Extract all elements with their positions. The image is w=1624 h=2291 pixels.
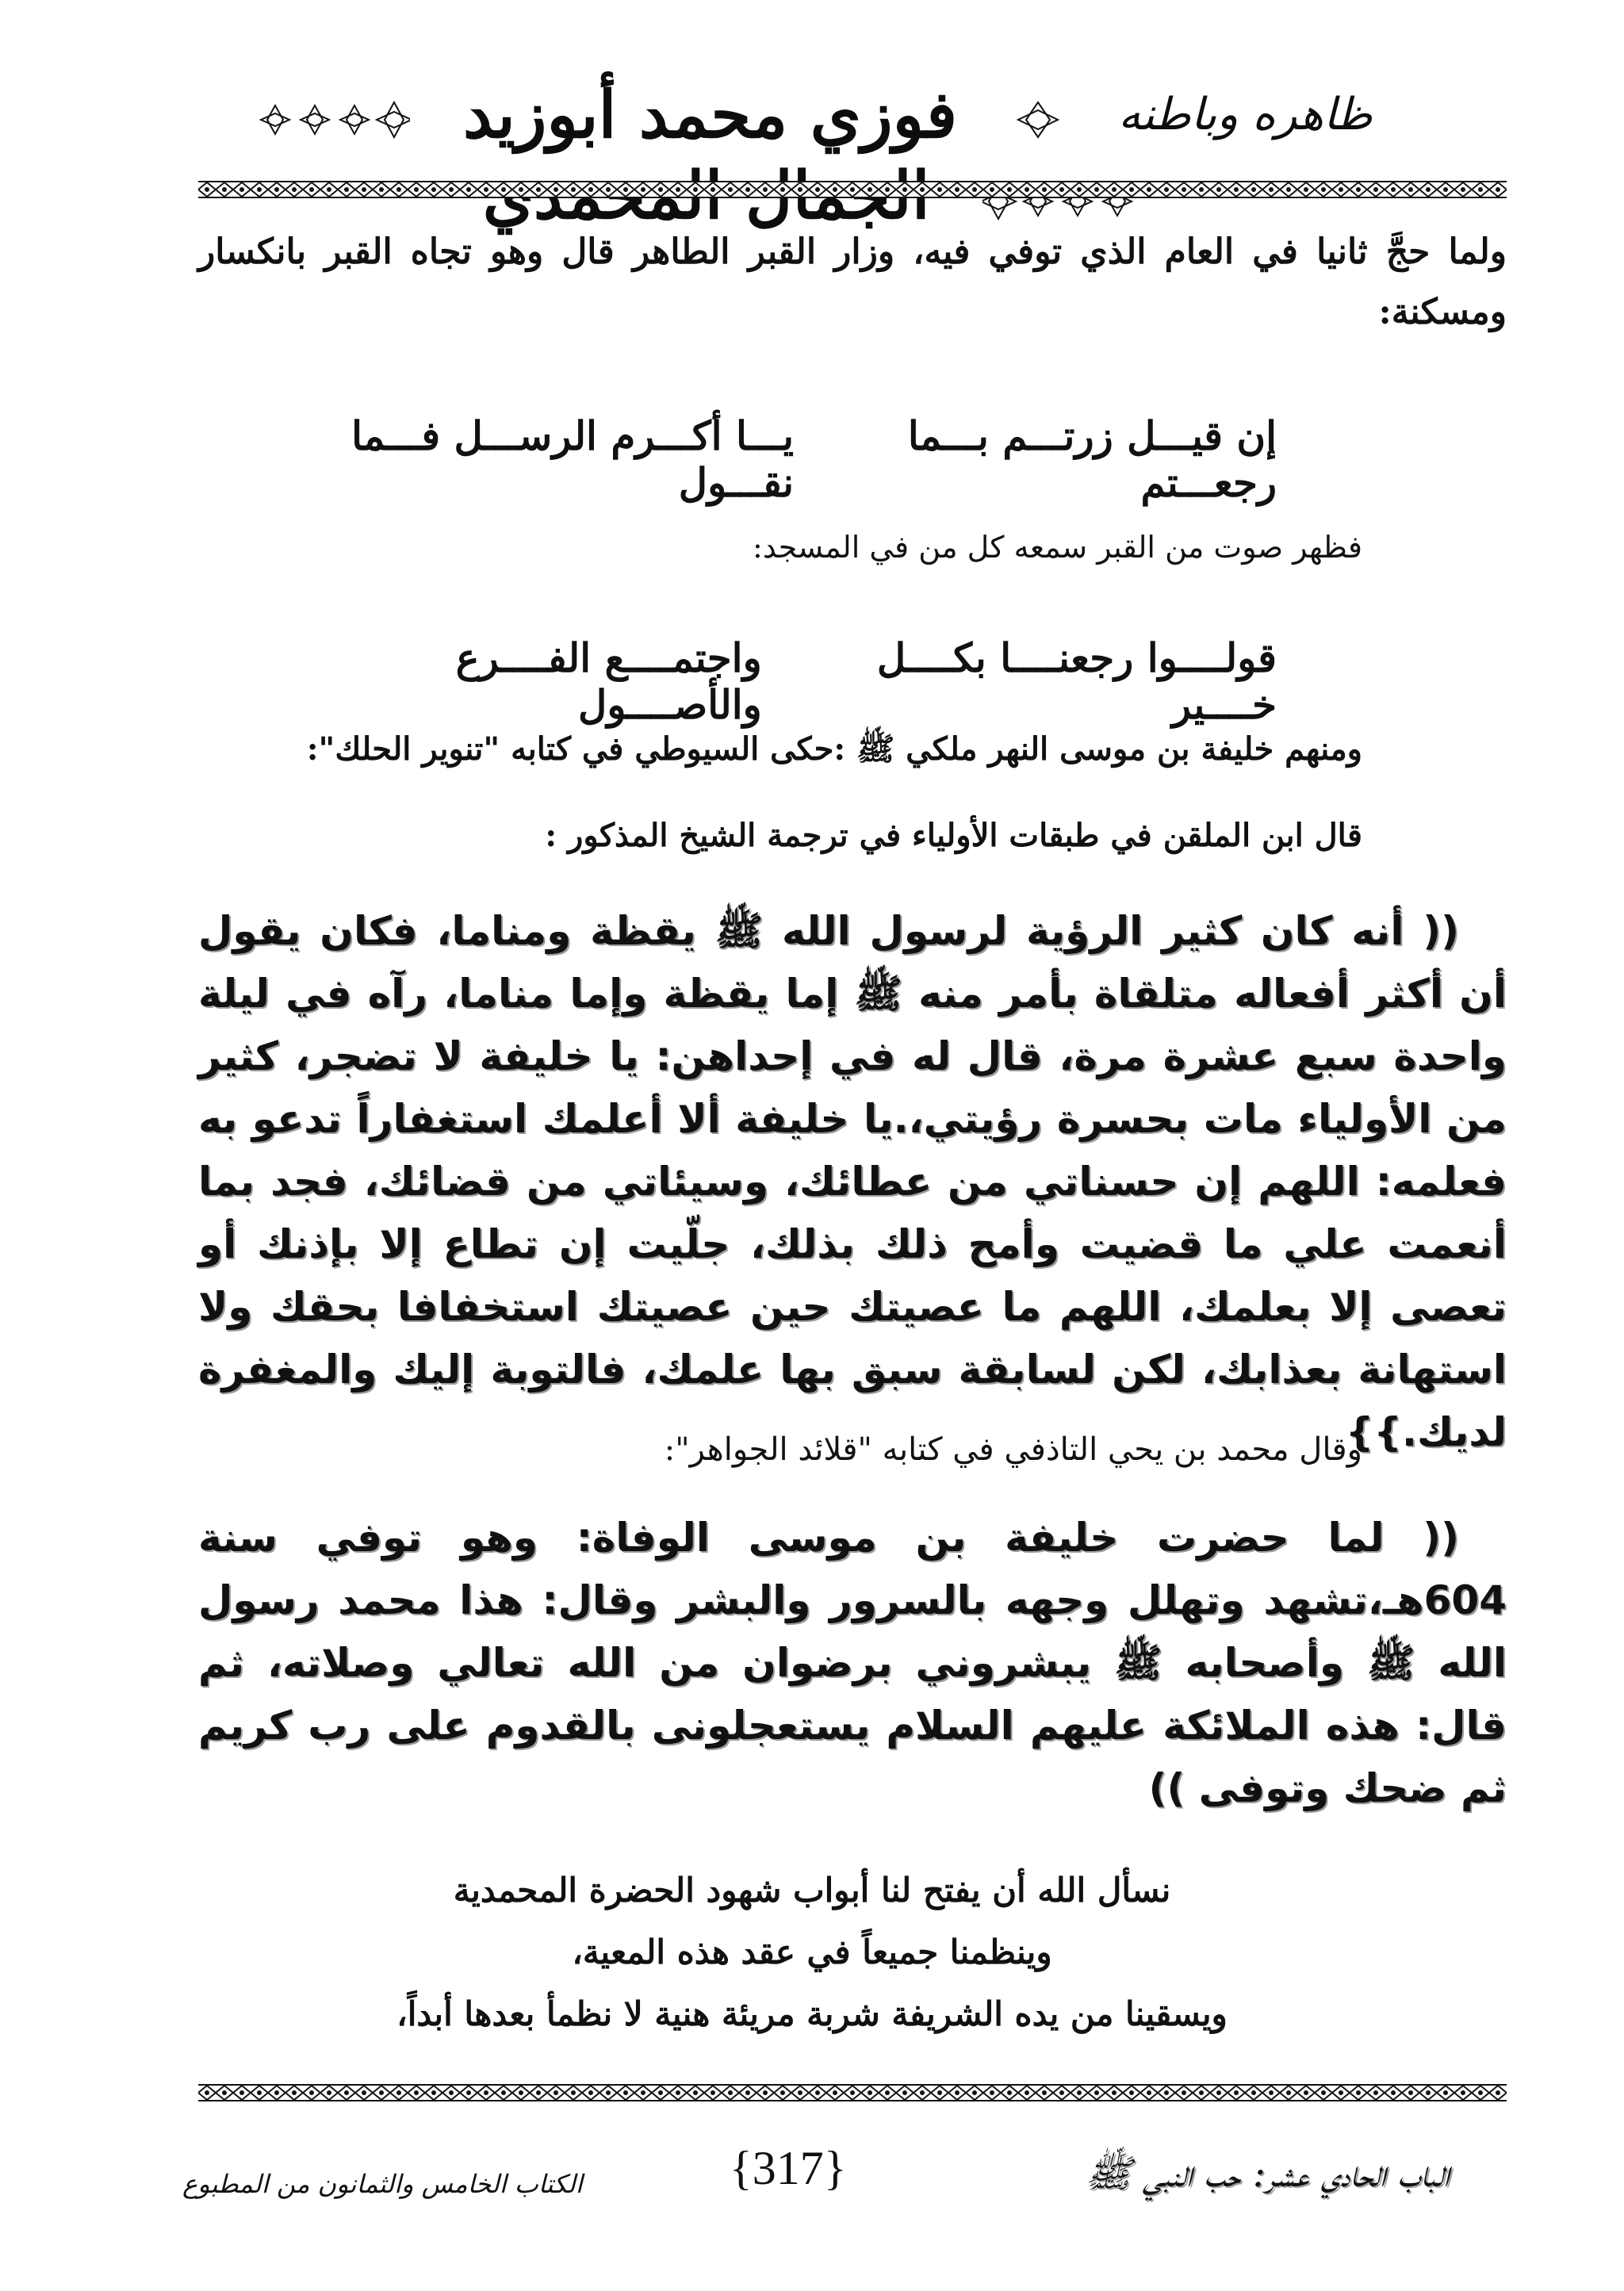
verse-1-right-hemistich: إن قيـــل زرتـــم بـــما رجعـــتم xyxy=(907,412,1277,506)
verse-1-left-hemistich: يـــا أكـــرم الرســـل فـــما نقـــول xyxy=(351,412,795,506)
closing-line-2: وينظمنا جميعاً في عقد هذه المعية، xyxy=(572,1933,1052,1971)
book-subtitle: ظاهره وباطنه xyxy=(1118,89,1373,141)
quote-block-1: (( أنه كان كثير الرؤية لرسول الله ﷺ يقظة ومناما، فكان يقول أن أكثر أفعاله متلقاة بأمر منه ﷺ إما يقظة وإما مناما، رآه في ليلة واحدة سبع عشرة مرة، قال له في إحداهن: يا خليفة لا تضجر، كثير من الأولياء مات بحسرة رؤيتي،.يا خليفة ألا أعلمك استغفاراً تدعو به فعلمه: اللهم إن حسناتي من عطائك، وسيئاتي من قضائك، فجد بما أنعمت علي ما قضيت وأمح ذلك بذلك، جلّيت إن تطاع إلا بإذنك أو تعصى إلا بعلمك، اللهم ما عصيتك حين عصيتك استخفافا بحقك ولا استهانة بعذابك، لكن لسابقة سبق بها علمك، فالتوبة إليك والمغفرة لديك.}} xyxy=(198,908,1507,1455)
line-ibn-almulaqqin: قال ابن الملقن في طبقات الأولياء في ترجمة الشيخ المذكور : xyxy=(545,817,1362,854)
line-khalifa-intro: ومنهم خليفة بن موسى النهر ملكي ﷺ :حكى السيوطي في كتابه "تنوير الحلك": xyxy=(306,730,1362,768)
quote-block-2: (( لما حضرت خليفة بن موسى الوفاة: وهو توفي سنة 604هـ،تشهد وتهلل وجهه بالسرور والبشر وقال: هذا محمد رسول الله ﷺ وأصحابه ﷺ يبشروني برضوان من الله تعالي وصلاته، ثم قال: هذه الملائكة عليهم السلام يستعجلونى بالقدوم على رب كريم ثم ضحك وتوفى )) xyxy=(198,1515,1507,1811)
closing-line-1: نسأل الله أن يفتح لنا أبواب شهود الحضرة المحمدية xyxy=(453,1871,1171,1910)
verse-2-left-hemistich: واجتمــــع الفــــرع والأصــــول xyxy=(455,634,762,728)
ornament-stars-left-icon xyxy=(251,77,410,153)
footer-book-number: الكتاب الخامس والثمانون من المطبوع xyxy=(182,2169,583,2199)
poem-verse-2 xyxy=(262,634,1277,728)
line-voice-from-grave: فظهر صوت من القبر سمعه كل من في المسجد: xyxy=(753,530,1362,565)
bottom-decorative-rule xyxy=(198,2084,1507,2101)
poem-verse-1 xyxy=(262,412,1277,506)
top-decorative-rule xyxy=(198,181,1507,198)
footer-chapter-title: الباب الحادي عشر: حب النبي ﷺ xyxy=(1085,2151,1450,2196)
page-number: {317} xyxy=(730,2142,847,2194)
closing-line-3: ويسقينا من يده الشريفة شربة مريئة هنية لا نظمأ بعدها أبداً، xyxy=(396,1994,1228,2033)
paragraph-intro: ولما حجَّ ثانيا في العام الذي توفي فيه، وزار القبر الطاهر قال وهو تجاه القبر بانكسار ومسكنة: xyxy=(198,232,1507,332)
ornament-star-middle-icon xyxy=(1010,77,1066,153)
verse-2-right-hemistich: قولــــوا رجعنــــا بكــــل خــــير xyxy=(876,634,1277,728)
line-tadhifi: وقال محمد بن يحي التاذفي في كتابه "قلائد الجواهر": xyxy=(664,1431,1362,1468)
page-header xyxy=(0,71,1624,234)
author-name: فوزي محمد أبوزيد xyxy=(462,76,958,153)
